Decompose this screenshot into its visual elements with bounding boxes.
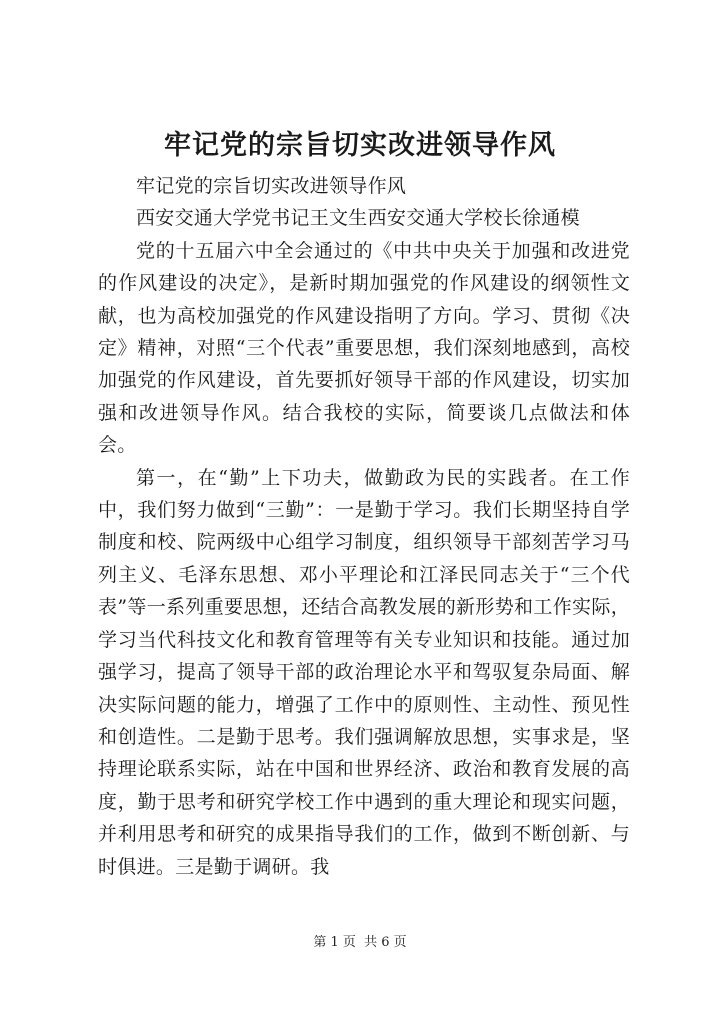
subtitle-line: 牢记党的宗旨切实改进领导作风	[136, 175, 407, 197]
document-body	[98, 170, 630, 883]
paragraph: 第一，在“勤”上下功夫，做勤政为民的实践者。在工作中，我们努力做到“三勤”：一是勤于学习。我们长期坚持自学制度和校、院两级中心组学习制度，组织领导干部刻苦学习马列主义、毛泽东思想、邓小平理论和江泽民同志关于“三个代表”等一系列重要思想，还结合高教发展的新形势和工作实际，学习当代科技文化和教育管理等有关专业知识和技能。通过加强学习，提高了领导干部的政治理论水平和驾驭复杂局面、解决实际问题的能力，增强了工作中的原则性、主动性、预见性和创造性。二是勤于思考。我们强调解放思想，实事求是，坚持理论联系实际，站在中国和世界经济、政治和教育发展的高度，勤于思考和研究学校工作中遇到的重大理论和现实问题，并利用思考和研究的成果指导我们的工作，做到不断创新、与时俱进。三是勤于调研。我	[98, 466, 630, 878]
authors-line: 西安交通大学党书记王文生西安交通大学校长徐通模	[136, 207, 580, 230]
page-footer	[0, 934, 720, 952]
document-title: 牢记党的宗旨切实改进领导作风	[164, 130, 556, 161]
page-number-label: 第 1 页 共 6 页	[313, 935, 407, 950]
paragraph: 党的十五届六中全会通过的《中共中央关于加强和改进党的作风建设的决定》，是新时期加强党的作风建设的纲领性文献，也为高校加强党的作风建设指明了方向。学习、贯彻《决定》精神，对照“三个代表”重要思想，我们深刻地感到，高校加强党的作风建设，首先要抓好领导干部的作风建设，切实加强和改进领导作风。结合我校的实际，简要谈几点做法和体会。	[98, 239, 630, 457]
